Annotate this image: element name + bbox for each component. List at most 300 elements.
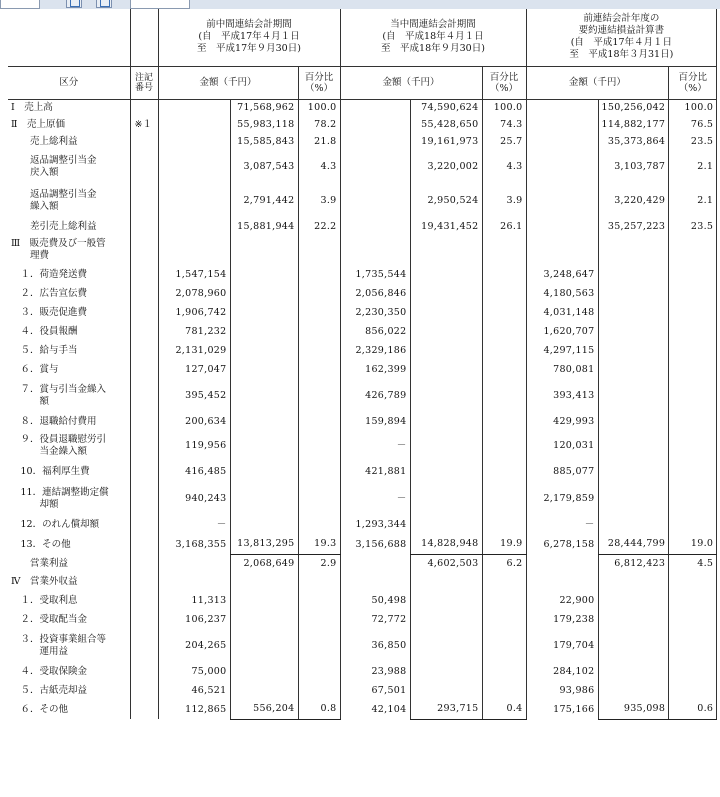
note-cell: [130, 133, 158, 150]
prev-detail-amount: －: [158, 515, 230, 535]
row-label-line: Ⅱ 売上原価: [11, 118, 65, 130]
current-detail-amount: －: [340, 483, 410, 515]
current-percent: 26.1: [482, 218, 526, 235]
current-total-amount: [410, 431, 482, 461]
note-header: 注記番号: [130, 66, 158, 99]
note-cell: [130, 360, 158, 379]
table-row: [8, 681, 717, 700]
table-row: [8, 700, 717, 719]
prev-total-amount: [230, 341, 298, 360]
annual-total-amount: [598, 431, 669, 461]
annual-percent: [669, 591, 717, 610]
table-row: [8, 662, 717, 681]
current-detail-amount: 2,230,350: [340, 303, 410, 322]
row-label: [8, 360, 130, 379]
current-detail-amount: [340, 554, 410, 573]
note-cell: [130, 235, 158, 265]
prev-total-amount: [230, 303, 298, 322]
prev-total-amount: 556,204: [230, 700, 298, 719]
row-label-line: ６．その他: [11, 703, 69, 715]
current-percent: [482, 662, 526, 681]
prev-percent: [298, 235, 340, 265]
annual-percent: [669, 461, 717, 483]
annual-percent: 2.1: [669, 184, 717, 218]
current-percent: 74.3: [482, 116, 526, 133]
prev-detail-amount: 11,313: [158, 591, 230, 610]
period-header-prev: 前中間連結会計期間 (自 平成17年４月１日 至 平成17年９月30日): [158, 9, 340, 66]
note-cell: [130, 629, 158, 662]
annual-detail-amount: [526, 116, 598, 133]
table-row: [8, 133, 717, 150]
prev-percent: 3.9: [298, 184, 340, 218]
prev-percent: [298, 431, 340, 461]
annual-total-amount: 35,257,223: [598, 218, 669, 235]
note-cell: [130, 150, 158, 184]
current-detail-amount: 72,772: [340, 610, 410, 629]
annual-total-amount: 3,220,429: [598, 184, 669, 218]
table-row: [8, 99, 717, 116]
prev-total-amount: [230, 284, 298, 303]
annual-detail-amount: 429,993: [526, 412, 598, 431]
viewer-toolbar: [0, 0, 720, 9]
prev-detail-amount: 119,956: [158, 431, 230, 461]
row-label: [8, 184, 130, 218]
annual-total-amount: [598, 591, 669, 610]
current-detail-amount: 1,293,344: [340, 515, 410, 535]
current-detail-amount: 2,329,186: [340, 341, 410, 360]
current-percent: 0.4: [482, 700, 526, 719]
annual-detail-amount: [526, 99, 598, 116]
zoom-input[interactable]: [130, 0, 190, 9]
annual-total-amount: 28,444,799: [598, 535, 669, 554]
note-cell: [130, 554, 158, 573]
row-label-line: ６．賞与: [11, 363, 59, 375]
annual-detail-amount: 4,180,563: [526, 284, 598, 303]
amount-header-prev: 金額（千円）: [158, 66, 298, 99]
current-percent: 6.2: [482, 554, 526, 573]
row-label-line: ３．販売促進費: [11, 306, 88, 318]
table-row: [8, 218, 717, 235]
prev-detail-amount: [158, 133, 230, 150]
annual-detail-amount: [526, 150, 598, 184]
prev-total-amount: 71,568,962: [230, 99, 298, 116]
current-total-amount: 293,715: [410, 700, 482, 719]
table-row: [8, 184, 717, 218]
row-label-line: 営業利益: [11, 557, 69, 569]
download-icon[interactable]: [96, 0, 112, 8]
current-detail-amount: [340, 133, 410, 150]
prev-percent: [298, 591, 340, 610]
current-total-amount: [410, 341, 482, 360]
prev-detail-amount: [158, 235, 230, 265]
current-percent: [482, 379, 526, 412]
prev-total-amount: [230, 322, 298, 341]
annual-detail-amount: 179,704: [526, 629, 598, 662]
note-cell: [130, 322, 158, 341]
current-percent: [482, 681, 526, 700]
amount-header-annual: 金額（千円）: [526, 66, 669, 99]
prev-detail-amount: 75,000: [158, 662, 230, 681]
annual-total-amount: [598, 360, 669, 379]
prev-percent: [298, 681, 340, 700]
annual-total-amount: [598, 662, 669, 681]
prev-percent: [298, 360, 340, 379]
row-label-line: 当金繰入額: [11, 446, 88, 457]
period-header-annual: 前連結会計年度の 要約連結損益計算書 (自 平成17年４月１日 至 平成18年３月31日): [526, 9, 717, 66]
prev-percent: 78.2: [298, 116, 340, 133]
current-percent: [482, 265, 526, 284]
prev-total-amount: [230, 412, 298, 431]
annual-percent: [669, 610, 717, 629]
row-label-line: ８．退職給付費用: [11, 415, 97, 427]
table-row: [8, 235, 717, 265]
prev-detail-amount: [158, 554, 230, 573]
current-total-amount: [410, 681, 482, 700]
annual-detail-amount: [526, 218, 598, 235]
row-label-line: 差引売上総利益: [11, 220, 97, 232]
annual-total-amount: [598, 629, 669, 662]
current-percent: [482, 461, 526, 483]
table-row: [8, 284, 717, 303]
note-cell: [130, 461, 158, 483]
prev-total-amount: [230, 483, 298, 515]
prev-total-amount: [230, 591, 298, 610]
row-label: [8, 431, 130, 461]
prev-detail-amount: 106,237: [158, 610, 230, 629]
current-detail-amount: 50,498: [340, 591, 410, 610]
annual-detail-amount: 1,620,707: [526, 322, 598, 341]
row-label-line: ９．役員退職慰労引: [11, 434, 107, 445]
note-cell: [130, 184, 158, 218]
prev-percent: [298, 461, 340, 483]
annual-total-amount: 114,882,177: [598, 116, 669, 133]
note-cell: [130, 265, 158, 284]
current-total-amount: 19,431,452: [410, 218, 482, 235]
row-label: [8, 700, 130, 719]
current-percent: [482, 591, 526, 610]
table-row: [8, 554, 717, 573]
current-detail-amount: [340, 150, 410, 184]
annual-total-amount: [598, 341, 669, 360]
current-total-amount: 14,828,948: [410, 535, 482, 554]
row-label-line: ５．給与手当: [11, 344, 78, 356]
current-total-amount: [410, 412, 482, 431]
row-label: [8, 515, 130, 535]
prev-detail-amount: [158, 184, 230, 218]
table-row: [8, 150, 717, 184]
note-cell: [130, 431, 158, 461]
current-percent: 100.0: [482, 99, 526, 116]
current-detail-amount: 1,735,544: [340, 265, 410, 284]
table-row: [8, 322, 717, 341]
current-detail-amount: [340, 573, 410, 591]
annual-percent: 23.5: [669, 133, 717, 150]
annual-percent: [669, 265, 717, 284]
row-label-line: ５．古紙売却益: [11, 684, 88, 696]
current-percent: [482, 431, 526, 461]
prev-detail-amount: [158, 99, 230, 116]
current-percent: [482, 515, 526, 535]
note-cell: [130, 700, 158, 719]
current-total-amount: [410, 610, 482, 629]
annual-detail-amount: 3,248,647: [526, 265, 598, 284]
prev-percent: 22.2: [298, 218, 340, 235]
annual-percent: [669, 360, 717, 379]
prev-detail-amount: 2,131,029: [158, 341, 230, 360]
table-row: [8, 535, 717, 554]
current-total-amount: 74,590,624: [410, 99, 482, 116]
table-row: [8, 360, 717, 379]
prev-total-amount: [230, 573, 298, 591]
annual-detail-amount: 284,102: [526, 662, 598, 681]
prev-total-amount: [230, 610, 298, 629]
prev-percent: [298, 662, 340, 681]
current-percent: [482, 412, 526, 431]
annual-detail-amount: 179,238: [526, 610, 598, 629]
current-percent: [482, 341, 526, 360]
period-header-current: 当中間連結会計期間 (自 平成18年４月１日 至 平成18年９月30日): [340, 9, 526, 66]
annual-percent: [669, 573, 717, 591]
prev-detail-amount: 940,243: [158, 483, 230, 515]
annual-detail-amount: [526, 554, 598, 573]
annual-detail-amount: －: [526, 515, 598, 535]
note-cell: [130, 515, 158, 535]
amount-header-current: 金額（千円）: [340, 66, 482, 99]
current-detail-amount: [340, 184, 410, 218]
table-row: [8, 629, 717, 662]
note-cell: [130, 284, 158, 303]
prev-detail-amount: 127,047: [158, 360, 230, 379]
current-percent: 19.9: [482, 535, 526, 554]
annual-total-amount: [598, 235, 669, 265]
annual-detail-amount: 2,179,859: [526, 483, 598, 515]
prev-percent: [298, 515, 340, 535]
prev-percent: [298, 303, 340, 322]
prev-total-amount: [230, 265, 298, 284]
prev-percent: 19.3: [298, 535, 340, 554]
row-label: [8, 412, 130, 431]
prev-percent: [298, 341, 340, 360]
current-total-amount: 55,428,650: [410, 116, 482, 133]
prev-total-amount: [230, 431, 298, 461]
annual-detail-amount: 4,031,148: [526, 303, 598, 322]
row-label: [8, 483, 130, 515]
row-label-line: 却額: [11, 499, 59, 510]
row-label-line: 理費: [11, 250, 50, 261]
pct-header-current: 百分比（%）: [482, 66, 526, 99]
note-cell: [130, 303, 158, 322]
note-cell: [130, 341, 158, 360]
current-detail-amount: 36,850: [340, 629, 410, 662]
current-detail-amount: 42,104: [340, 700, 410, 719]
current-percent: [482, 235, 526, 265]
annual-total-amount: [598, 322, 669, 341]
current-total-amount: [410, 265, 482, 284]
row-label: [8, 99, 130, 116]
annual-percent: [669, 322, 717, 341]
note-cell: [130, 218, 158, 235]
annual-detail-amount: 175,166: [526, 700, 598, 719]
current-percent: 3.9: [482, 184, 526, 218]
prev-detail-amount: [158, 150, 230, 184]
prev-percent: [298, 412, 340, 431]
prev-percent: [298, 265, 340, 284]
table-row: [8, 483, 717, 515]
prev-total-amount: 3,087,543: [230, 150, 298, 184]
annual-detail-amount: 885,077: [526, 461, 598, 483]
row-label: [8, 591, 130, 610]
current-total-amount: 2,950,524: [410, 184, 482, 218]
row-label: [8, 235, 130, 265]
current-total-amount: [410, 284, 482, 303]
row-label: [8, 610, 130, 629]
row-label: [8, 573, 130, 591]
current-total-amount: [410, 662, 482, 681]
prev-detail-amount: 416,485: [158, 461, 230, 483]
row-label-line: ３．投資事業組合等: [11, 633, 107, 645]
annual-total-amount: 3,103,787: [598, 150, 669, 184]
current-percent: [482, 573, 526, 591]
row-label-line: 13．その他: [11, 538, 71, 550]
current-total-amount: [410, 483, 482, 515]
table-row: [8, 431, 717, 461]
note-cell: [130, 412, 158, 431]
table-row: [8, 303, 717, 322]
current-total-amount: 4,602,503: [410, 554, 482, 573]
annual-total-amount: [598, 265, 669, 284]
current-detail-amount: [340, 99, 410, 116]
current-detail-amount: 67,501: [340, 681, 410, 700]
row-label: [8, 554, 130, 573]
annual-total-amount: [598, 573, 669, 591]
row-label-line: １．受取利息: [11, 594, 78, 606]
prev-percent: [298, 483, 340, 515]
row-label: [8, 681, 130, 700]
row-label: [8, 535, 130, 554]
annual-total-amount: [598, 303, 669, 322]
annual-total-amount: 935,098: [598, 700, 669, 719]
table-row: [8, 341, 717, 360]
current-detail-amount: [340, 235, 410, 265]
table-row: [8, 265, 717, 284]
prev-detail-amount: [158, 218, 230, 235]
prev-total-amount: 15,881,944: [230, 218, 298, 235]
table-row: [8, 116, 717, 133]
prev-detail-amount: 395,452: [158, 379, 230, 412]
prev-detail-amount: 46,521: [158, 681, 230, 700]
row-label-line: 12．のれん償却額: [11, 519, 100, 530]
annual-percent: 76.5: [669, 116, 717, 133]
table-row: [8, 412, 717, 431]
prev-total-amount: 2,068,649: [230, 554, 298, 573]
annual-detail-amount: 4,297,115: [526, 341, 598, 360]
prev-total-amount: 55,983,118: [230, 116, 298, 133]
annual-percent: [669, 431, 717, 461]
prev-detail-amount: 200,634: [158, 412, 230, 431]
current-total-amount: [410, 591, 482, 610]
annual-percent: [669, 629, 717, 662]
prev-percent: 2.9: [298, 554, 340, 573]
current-total-amount: [410, 322, 482, 341]
annual-percent: 0.6: [669, 700, 717, 719]
row-label-line: 運用益: [11, 645, 69, 657]
prev-total-amount: [230, 379, 298, 412]
annual-percent: 19.0: [669, 535, 717, 554]
row-label: [8, 629, 130, 662]
annual-detail-amount: 780,081: [526, 360, 598, 379]
current-percent: [482, 303, 526, 322]
prev-percent: [298, 629, 340, 662]
row-label: [8, 218, 130, 235]
prev-total-amount: [230, 662, 298, 681]
current-total-amount: 19,161,973: [410, 133, 482, 150]
annual-total-amount: [598, 610, 669, 629]
note-cell: ※１: [130, 116, 158, 133]
prev-detail-amount: 1,547,154: [158, 265, 230, 284]
row-label: [8, 379, 130, 412]
page-number-input[interactable]: [0, 0, 40, 9]
pct-header-prev: 百分比（%）: [298, 66, 340, 99]
fit-page-icon[interactable]: [66, 0, 82, 8]
annual-detail-amount: 393,413: [526, 379, 598, 412]
current-detail-amount: 856,022: [340, 322, 410, 341]
annual-detail-amount: 120,031: [526, 431, 598, 461]
row-label: [8, 303, 130, 322]
note-cell: [130, 573, 158, 591]
note-cell: [130, 681, 158, 700]
row-label-line: １．荷造発送費: [11, 268, 88, 280]
note-cell: [130, 379, 158, 412]
current-percent: 25.7: [482, 133, 526, 150]
annual-total-amount: [598, 379, 669, 412]
row-label-line: 戻入額: [11, 167, 59, 178]
row-label-line: ２．受取配当金: [11, 613, 88, 625]
current-percent: [482, 629, 526, 662]
prev-percent: 4.3: [298, 150, 340, 184]
current-detail-amount: 421,881: [340, 461, 410, 483]
row-label-line: 11．連結調整勘定償: [11, 487, 109, 498]
current-total-amount: [410, 379, 482, 412]
current-total-amount: [410, 515, 482, 535]
note-cell: [130, 99, 158, 116]
table-row: [8, 461, 717, 483]
prev-total-amount: [230, 360, 298, 379]
table-row: [8, 573, 717, 591]
prev-detail-amount: 2,078,960: [158, 284, 230, 303]
annual-percent: 100.0: [669, 99, 717, 116]
annual-percent: [669, 235, 717, 265]
prev-detail-amount: [158, 573, 230, 591]
prev-detail-amount: [158, 116, 230, 133]
prev-detail-amount: 1,906,742: [158, 303, 230, 322]
annual-percent: 2.1: [669, 150, 717, 184]
note-cell: [130, 483, 158, 515]
annual-detail-amount: 6,278,158: [526, 535, 598, 554]
annual-percent: [669, 412, 717, 431]
annual-percent: [669, 662, 717, 681]
row-label: [8, 284, 130, 303]
prev-percent: [298, 322, 340, 341]
annual-percent: [669, 483, 717, 515]
prev-detail-amount: 112,865: [158, 700, 230, 719]
current-percent: [482, 322, 526, 341]
row-label-line: ７．賞与引当金繰入: [11, 383, 107, 395]
row-label: [8, 116, 130, 133]
annual-total-amount: 150,256,042: [598, 99, 669, 116]
annual-percent: [669, 515, 717, 535]
row-label-line: Ⅰ 売上高: [11, 101, 53, 113]
current-total-amount: [410, 573, 482, 591]
